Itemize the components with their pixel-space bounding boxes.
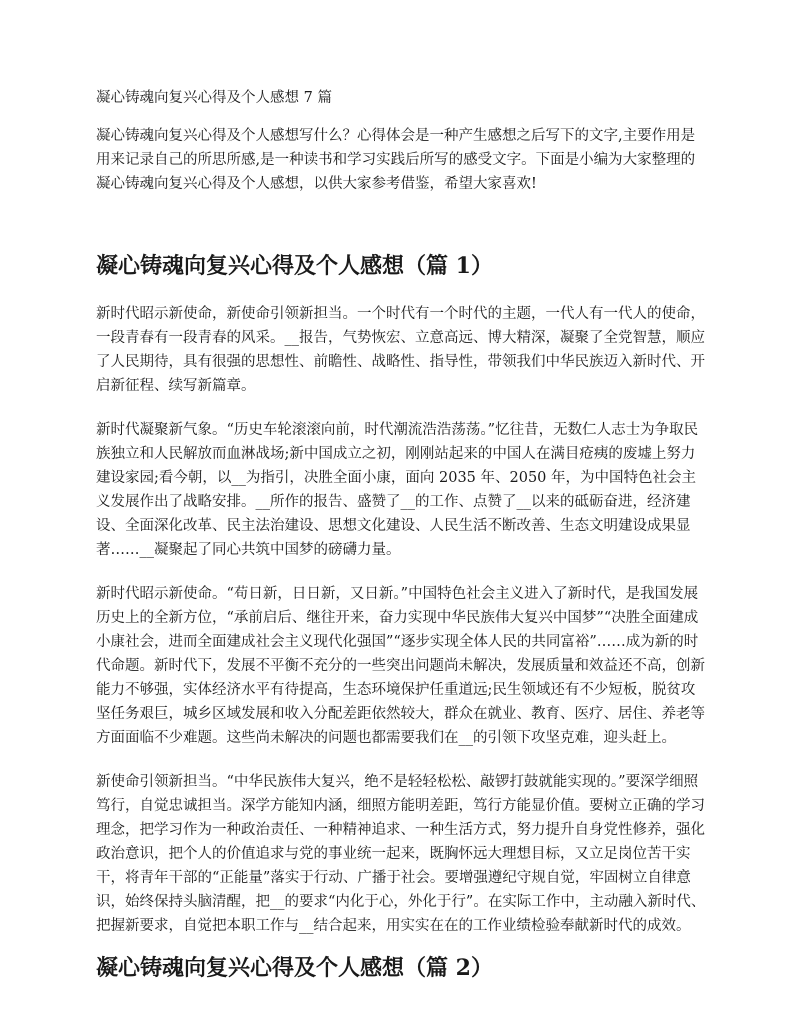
body-paragraph-1: 新时代昭示新使命，新使命引领新担当。一个时代有一个时代的主题，一代人有一代人的使命，一段青春有一段青春的风采。__报告，气势恢宏、立意高远、博大精深，凝聚了全党智慧，顺应了人民期待，具有很强的思想性、前瞻性、战略性、指导性，带领我们中华民族迈入新时代、开启新征程、续写新篇章。 (96, 306, 705, 394)
body-paragraph-2: 新时代凝聚新气象。“历史车轮滚滚向前，时代潮流浩浩荡荡。”忆往昔，无数仁人志士为争取民族独立和人民解放而血淋战场;新中国成立之初，刚刚站起来的中国人在满目疮痍的废墟上努力建设家园;看今朝，以__为指引，决胜全面小康，面向 2035 年、2050 年，为中国特色社会主义发展作出了战略安排。__所作的报告、盛赞了__的工作、点赞了__以来的砥砺奋进，经济建设、全面深化改革、民主法治建设、思想文化建设、人民生活不断改善、生态文明建设成果显著……__凝聚起了同心共筑中国梦的磅礴力量。 (96, 422, 699, 558)
document-page (96, 86, 708, 984)
document-title: 凝心铸魂向复兴心得及个人感想 7 篇 (96, 90, 332, 106)
section-heading-2: 凝心铸魂向复兴心得及个人感想（篇 2） (96, 955, 493, 981)
intro-paragraph: 凝心铸魂向复兴心得及个人感想写什么？心得体会是一种产生感想之后写下的文字,主要作用是用来记录自己的所思所感,是一种读书和学习实践后所写的感受文字。下面是小编为大家整理的凝心铸魂向复兴心得及个人感想，以供大家参考借鉴，希望大家喜欢! (96, 128, 696, 192)
section-heading-1: 凝心铸魂向复兴心得及个人感想（篇 1） (96, 253, 493, 279)
body-paragraph-3: 新时代昭示新使命。“苟日新，日日新，又日新。”中国特色社会主义进入了新时代，是我国发展历史上的全新方位，“承前启后、继往开来，奋力实现中华民族伟大复兴中国梦”“决胜全面建成小康社会，进而全面建成社会主义现代化强国”“逐步实现全体人民的共同富裕”……成为新的时代命题。新时代下，发展不平衡不充分的一些突出问题尚未解决，发展质量和效益还不高，创新能力不够强，实体经济水平有待提高，生态环境保护任重道远;民生领域还有不少短板，脱贫攻坚任务艰巨，城乡区域发展和收入分配差距依然较大，群众在就业、教育、医疗、居住、养老等方面面临不少难题。这些尚未解决的问题也都需要我们在__的引领下攻坚克难，迎头赶上。 (96, 586, 705, 746)
body-paragraph-4: 新使命引领新担当。“中华民族伟大复兴，绝不是轻轻松松、敲锣打鼓就能实现的。”要深学细照笃行，自觉忠诚担当。深学方能知内涵，细照方能明差距，笃行方能显价值。要树立正确的学习理念，把学习作为一种政治责任、一种精神追求、一种生活方式，努力提升自身党性修养，强化政治意识，把个人的价值追求与党的事业统一起来，既胸怀远大理想目标，又立足岗位苦干实干，将青年干部的“正能量”落实于行动、广播于社会。要增强遵纪守规自觉，牢固树立自律意识，始终保持头脑清醒，把__的要求“内化于心，外化于行”。在实际工作中，主动融入新时代、把握新要求，自觉把本职工作与__结合起来，用实实在在的工作业绩检验奉献新时代的成效。 (96, 774, 706, 934)
